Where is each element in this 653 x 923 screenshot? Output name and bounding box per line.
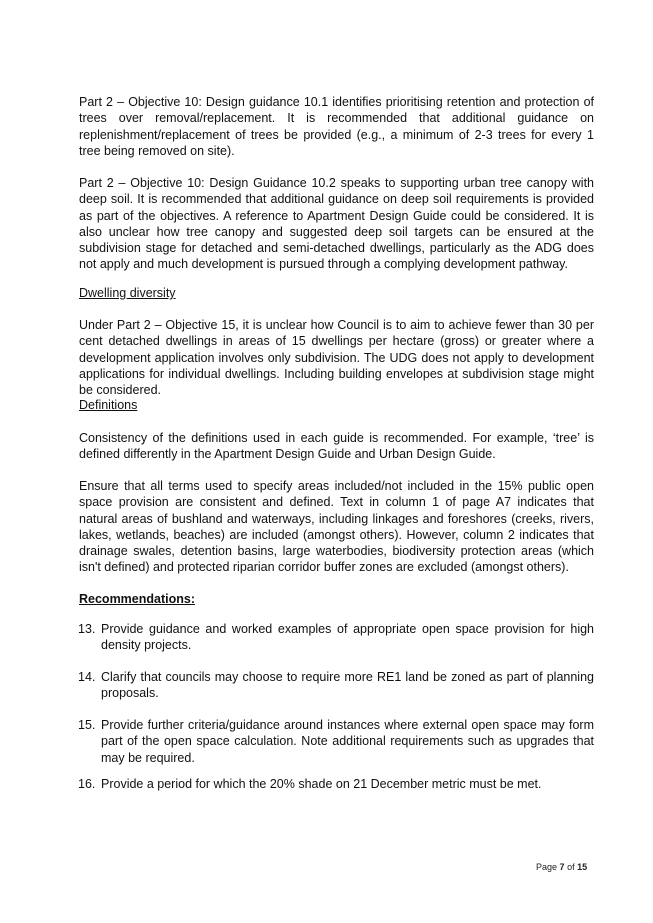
paragraph-tree-canopy: Part 2 – Objective 10: Design Guidance 10.2 speaks to supporting urban tree canopy with deep soil. It is recommended that additional guidance on deep soil requirements is provided as part of the objectives. A reference to Apartment Design Guide could be considered. It is also unclear how tree canopy and suggested deep soil targets can be ensured at the subdivision stage for detached and semi-detached dwellings, particularly as the ADG does not apply and much development is pursued through a complying development pathway. <box>79 176 594 272</box>
heading-dwelling-diversity: Dwelling diversity <box>79 286 176 300</box>
of-label: of <box>567 862 575 872</box>
list-number: 13. <box>78 622 96 636</box>
list-number: 15. <box>78 718 96 732</box>
list-item <box>78 776 594 792</box>
page-label: Page <box>536 862 558 872</box>
list-number: 16. <box>78 777 96 791</box>
list-item <box>78 621 594 654</box>
paragraph-definitions-consistency: Consistency of the definitions used in each guide is recommended. For example, ‘tree’ is defined differently in the Apartment Design Guide and Urban Design Guide. <box>79 431 594 462</box>
list-text: Clarify that councils may choose to require more RE1 land be zoned as part of planning proposals. <box>101 670 594 701</box>
list-text: Provide further criteria/guidance around instances where external open space may form part of the open space calculation. Note additional requirements such as upgrades that may be required. <box>101 718 594 765</box>
heading-recommendations: Recommendations: <box>79 592 195 606</box>
list-item <box>78 669 594 702</box>
list-item <box>78 717 594 766</box>
heading-definitions: Definitions <box>79 398 138 412</box>
paragraph-tree-retention: Part 2 – Objective 10: Design guidance 10.1 identifies prioritising retention and protection of trees over removal/replacement. It is recommended that additional guidance on replenishment/replacement of trees be provided (e.g., a minimum of 2-3 trees for every 1 tree being removed on site). <box>79 95 594 158</box>
page-number <box>536 862 587 872</box>
paragraph-dwelling-diversity: Under Part 2 – Objective 15, it is unclear how Council is to aim to achieve fewer than 30 per cent detached dwellings in areas of 15 dwellings per hectare (gross) or greater where a development application involves only subdivision. The UDG does not apply to development applications for individual dwellings. Including building envelopes at subdivision stage might be considered. <box>79 318 594 398</box>
list-text: Provide a period for which the 20% shade on 21 December metric must be met. <box>101 777 542 791</box>
paragraph-open-space-terms: Ensure that all terms used to specify areas included/not included in the 15% public open space provision are consistent and defined. Text in column 1 of page A7 indicates that natural areas of bushland and waterways, including linkages and foreshores (creeks, rivers, lakes, wetlands, beaches) are included (amongst others). However, column 2 indicates that drainage swales, detention basins, large waterbodies, biodiversity protection areas (which isn't defined) and protected riparian corridor buffer zones are excluded (amongst others). <box>79 479 594 575</box>
current-page: 7 <box>559 862 565 872</box>
list-text: Provide guidance and worked examples of appropriate open space provision for high density projects. <box>101 622 594 653</box>
list-number: 14. <box>78 670 96 684</box>
total-pages: 15 <box>577 862 588 872</box>
